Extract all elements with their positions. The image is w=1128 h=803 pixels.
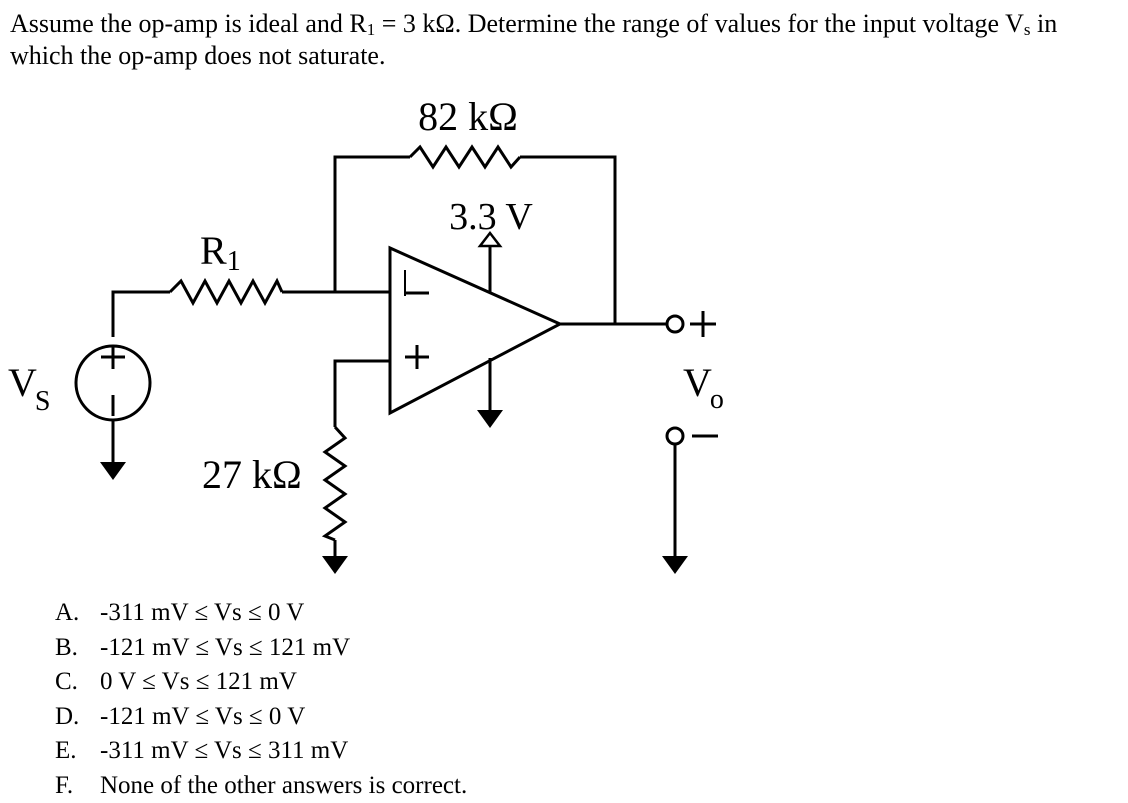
choice-text: -311 mV ≤ Vs ≤ 311 mV [100, 737, 348, 764]
vs-subscript: s [1024, 20, 1031, 39]
choice-letter: C. [55, 665, 100, 700]
output-terminal-minus [667, 428, 683, 444]
source-plus-mark [101, 345, 125, 369]
choice-letter: D. [55, 700, 100, 735]
question-part-1: Assume the op-amp is ideal and R [10, 9, 367, 38]
ground-resistor [325, 427, 345, 540]
choice-letter: E. [55, 734, 100, 769]
question-part-2: = 3 kΩ. Determine the range of values for the input voltage V [375, 9, 1024, 38]
input-wire [113, 292, 390, 337]
question-part-3: in which the op-amp does not saturate. [10, 9, 1057, 70]
input-resistor-label: R1 [200, 228, 241, 277]
negative-supply-arrow [477, 410, 503, 428]
resistor-ground-arrow [322, 556, 348, 574]
choice-d[interactable] [55, 700, 467, 735]
choice-text: -311 mV ≤ Vs ≤ 0 V [100, 599, 304, 626]
choice-text: -121 mV ≤ Vs ≤ 121 mV [100, 634, 350, 661]
output-plus-mark [690, 311, 716, 337]
choice-b[interactable] [55, 631, 467, 666]
choice-letter: F. [55, 769, 100, 803]
output-label: Vo [683, 360, 724, 415]
choice-letter: A. [55, 596, 100, 631]
opamp-triangle [390, 248, 560, 413]
source-ground-arrow [100, 462, 126, 480]
choice-text: 0 V ≤ Vs ≤ 121 mV [100, 668, 297, 695]
choice-letter: B. [55, 631, 100, 666]
feedback-resistor [410, 147, 520, 167]
noninverting-wire [335, 361, 390, 556]
supply-voltage-label: 3.3 V [449, 196, 533, 238]
r1-subscript: 1 [367, 20, 376, 39]
input-resistor [170, 281, 282, 303]
feedback-resistor-label: 82 kΩ [418, 94, 518, 139]
choice-text: -121 mV ≤ Vs ≤ 0 V [100, 703, 305, 730]
ground-resistor-label: 27 kΩ [202, 452, 302, 497]
source-label: VS [8, 360, 50, 417]
choice-c[interactable] [55, 665, 467, 700]
feedback-wire [335, 157, 615, 324]
choice-a[interactable] [55, 596, 467, 631]
output-ground-arrow [662, 556, 688, 574]
answer-choices [55, 596, 467, 803]
opamp-noninverting-mark [405, 345, 429, 369]
choice-text: None of the other answers is correct. [100, 772, 467, 799]
choice-e[interactable] [55, 734, 467, 769]
choice-f[interactable] [55, 769, 467, 803]
output-terminal-plus [667, 316, 683, 332]
